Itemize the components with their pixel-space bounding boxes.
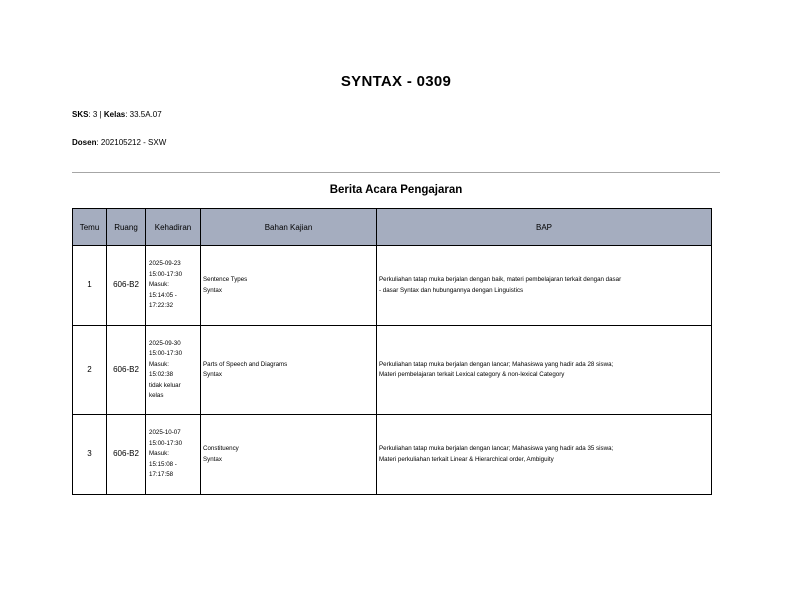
- kelas-value: : 33.5A.07: [125, 110, 162, 119]
- cell-bap: [377, 326, 712, 415]
- cell-ruang: 606-B2: [107, 326, 146, 415]
- kehadiran-line: 15:00-17:30: [149, 439, 183, 447]
- kehadiran-line: Masuk:: [149, 360, 169, 368]
- kehadiran-line: tidak keluar: [149, 381, 181, 389]
- kehadiran-line: 2025-10-07: [149, 429, 181, 437]
- lecturer-info: [72, 138, 166, 147]
- kehadiran-line: kelas: [149, 392, 164, 399]
- kehadiran-line: 2025-09-30: [149, 339, 181, 347]
- divider: [72, 172, 720, 173]
- bahan-line: Constituency: [203, 445, 239, 452]
- kehadiran-line: 2025-09-23: [149, 260, 181, 268]
- cell-bahan-kajian: [201, 326, 377, 415]
- table-row: [73, 415, 712, 495]
- kelas-label: Kelas: [103, 110, 126, 119]
- document-title: SYNTAX - 0309: [340, 73, 452, 90]
- bap-line: Perkuliahan tatap muka berjalan dengan baik, materi pembelajaran terkait dengan dasar: [379, 276, 622, 283]
- bap-table: [72, 208, 712, 495]
- cell-ruang: 606-B2: [107, 415, 146, 495]
- section-title: Berita Acara Pengajaran: [329, 184, 463, 196]
- cell-temu: 3: [73, 415, 107, 495]
- kehadiran-line: Masuk:: [149, 281, 169, 289]
- kehadiran-line: 17:17:58: [149, 471, 174, 479]
- dosen-label: Dosen: [72, 138, 97, 147]
- cell-bahan-kajian: [201, 415, 377, 495]
- cell-kehadiran: [146, 415, 201, 495]
- header-bahan-kajian: Bahan Kajian: [201, 209, 377, 246]
- kehadiran-line: 15:14:05 -: [149, 291, 177, 299]
- course-info: [72, 110, 162, 119]
- sks-value: : 3 |: [88, 110, 104, 119]
- bap-line: Materi perkuliahan terkait Linear & Hierarchical order, Ambiguity: [379, 455, 554, 463]
- kehadiran-line: Masuk:: [149, 450, 169, 458]
- table-row: [73, 326, 712, 415]
- bahan-line: Sentence Types: [203, 276, 248, 283]
- header-bap: BAP: [377, 209, 712, 246]
- table-header-row: [73, 209, 712, 246]
- cell-bap: [377, 246, 712, 326]
- bahan-line: Syntax: [203, 455, 222, 463]
- kehadiran-line: 17:22:32: [149, 302, 174, 310]
- kehadiran-line: 15:15:08 -: [149, 460, 177, 468]
- cell-kehadiran: [146, 326, 201, 415]
- header-temu: Temu: [73, 209, 107, 246]
- kehadiran-line: 15:00-17:30: [149, 270, 183, 278]
- bahan-line: Syntax: [203, 371, 222, 378]
- bap-line: Perkuliahan tatap muka berjalan dengan lancar; Mahasiswa yang hadir ada 28 siswa;: [379, 360, 614, 368]
- bahan-line: Syntax: [203, 286, 222, 294]
- cell-kehadiran: [146, 246, 201, 326]
- cell-ruang: 606-B2: [107, 246, 146, 326]
- cell-temu: 1: [73, 246, 107, 326]
- header-ruang: Ruang: [107, 209, 146, 246]
- bap-line: - dasar Syntax dan hubungannya dengan Linguistics: [379, 286, 524, 294]
- kehadiran-line: 15:02:38: [149, 371, 174, 378]
- cell-bap: [377, 415, 712, 495]
- bap-line: Materi pembelajaran terkait Lexical category & non-lexical Category: [379, 371, 565, 378]
- header-kehadiran: Kehadiran: [146, 209, 201, 246]
- bahan-line: Parts of Speech and Diagrams: [203, 360, 288, 368]
- cell-temu: 2: [73, 326, 107, 415]
- cell-bahan-kajian: [201, 246, 377, 326]
- kehadiran-line: 15:00-17:30: [149, 350, 183, 357]
- table-row: [73, 246, 712, 326]
- dosen-value: : 202105212 - SXW: [96, 138, 167, 147]
- bap-line: Perkuliahan tatap muka berjalan dengan lancar; Mahasiswa yang hadir ada 35 siswa;: [379, 445, 614, 452]
- sks-label: SKS: [72, 110, 89, 119]
